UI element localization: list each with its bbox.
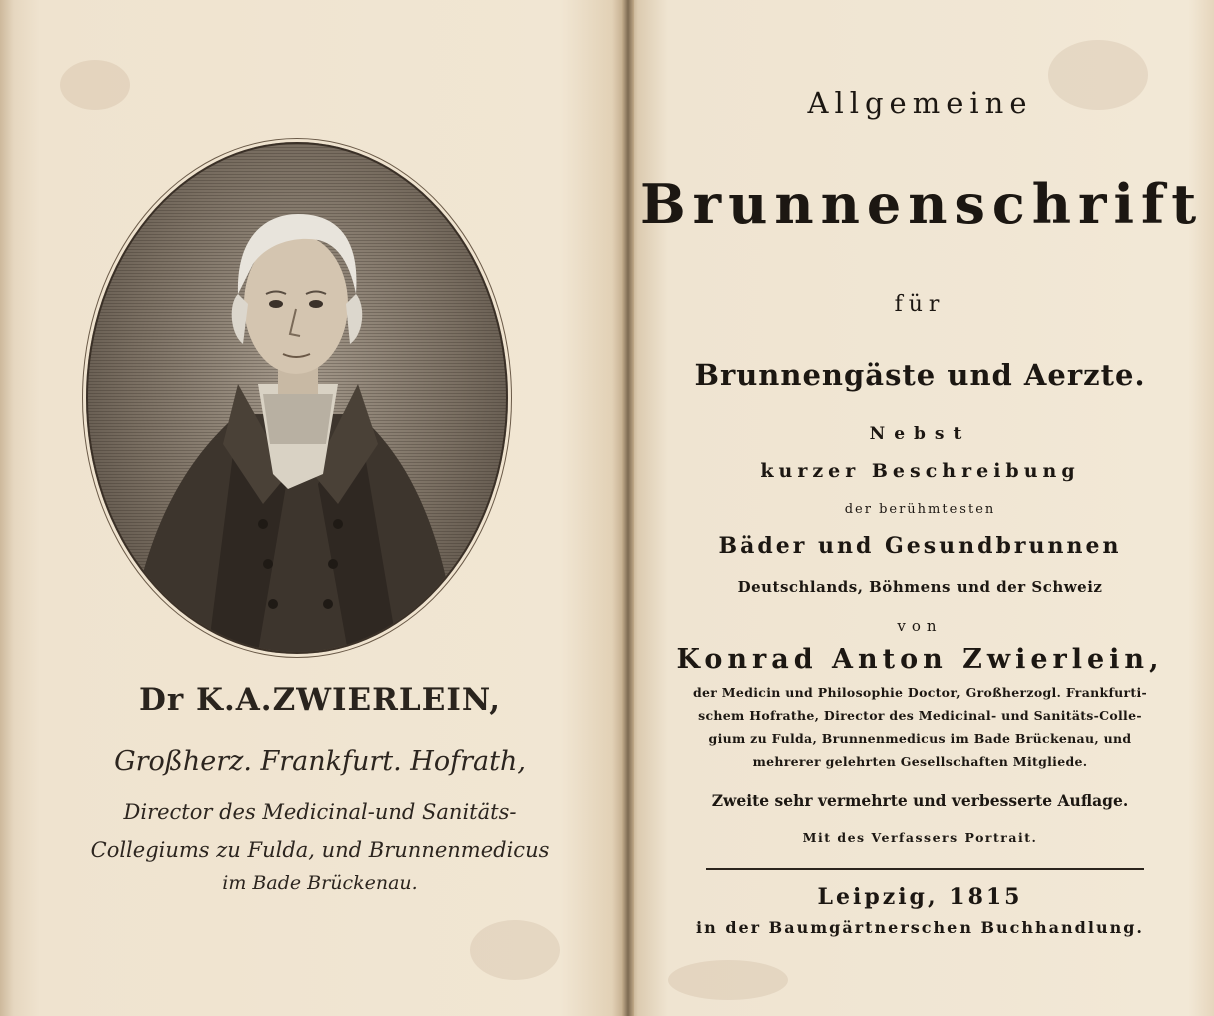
foxing-stain [60,60,130,110]
author-name: Konrad Anton Zwierlein, [676,644,1164,675]
portrait-caption-line: Großherz. Frankfurt. Hofrath, [114,746,526,777]
portrait-caption-line: Collegiums zu Fulda, und Brunnenmedicus [90,838,550,862]
portrait-figure [88,144,506,652]
author-description-line: der Medicin und Philosophie Doctor, Großherzogl. Frankfurti- [692,685,1148,700]
portrait-caption-name: Dr K.A.ZWIERLEIN, [139,682,501,718]
author-description [640,681,1200,773]
title-line-nebst: Nebst [869,424,971,444]
edition-statement: Zweite sehr vermehrte und verbesserte Auflage. [711,791,1129,810]
title-line-countries: Deutschlands, Böhmens und der Schweiz [737,578,1103,596]
author-description-line: gium zu Fulda, Brunnenmedicus im Bade Brückenau, und [708,731,1132,746]
title-subtitle: Brunnengäste und Aerzte. [694,358,1146,392]
imprint-place-year: Leipzig, 1815 [817,884,1023,910]
title-rule [706,868,1144,870]
portrait-note: Mit des Verfassers Portrait. [802,830,1038,845]
title-line-von: von [897,617,943,635]
title-line-baeder: Bäder und Gesundbrunnen [718,533,1122,559]
imprint-publisher: in der Baumgärtnerschen Buchhandlung. [696,918,1144,937]
title-line-kurzer: kurzer Beschreibung [760,460,1080,482]
foxing-stain [470,920,560,980]
portrait-caption-line: Director des Medicinal-und Sanitäts- [123,800,517,824]
author-description-line: mehrerer gelehrten Gesellschaften Mitgliede. [752,754,1088,769]
title-line-fuer: für [894,292,946,317]
title-line-beruehmtesten: der berühmtesten [844,502,996,517]
foxing-stain [668,960,788,1000]
author-description-line: schem Hofrathe, Director des Medicinal- und Sanitäts-Colle- [698,708,1142,723]
title-main: Brunnenschrift [640,172,1204,236]
book-gutter [622,0,634,1016]
title-line-allgemeine: Allgemeine [807,86,1033,120]
portrait-caption-line: im Bade Brückenau. [222,872,418,894]
portrait-engraving [86,142,508,654]
